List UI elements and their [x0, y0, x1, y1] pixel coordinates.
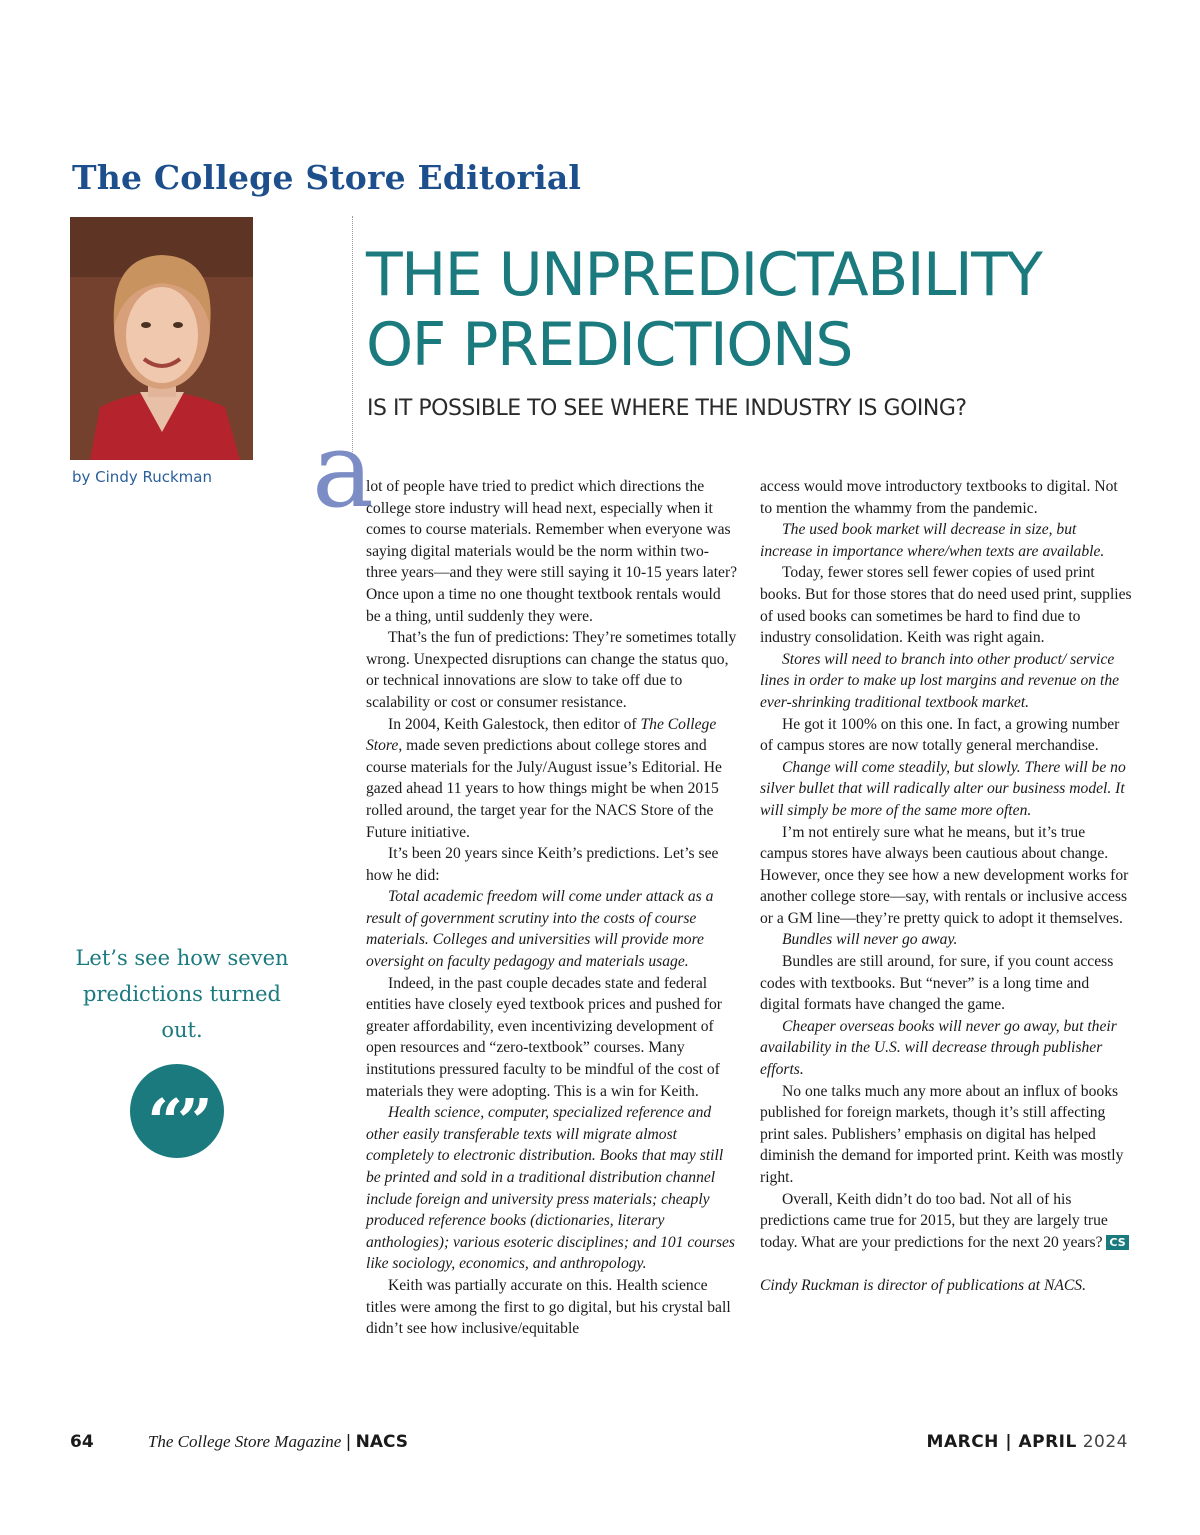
paragraph-text: , made seven predictions about college stores and course materials for the July/August issue’s Editorial. He gazed ahead 11 years to how things might be when 2015 rolled around, the target year for the NACS Store of the Future initiative. [366, 737, 722, 841]
footer-left [70, 1432, 408, 1452]
section-title: The College Store Editorial [72, 158, 582, 197]
paragraph: Bundles are still around, for sure, if you count access codes with textbooks. But “never” is a long time and digital formats have changed the game. [760, 953, 1114, 1014]
prediction-quote: The used book market will decrease in size, but increase in importance where/when texts are available. [760, 521, 1105, 560]
magazine-title: The College Store [366, 715, 717, 755]
drop-cap: a [312, 409, 375, 531]
prediction-quote: Total academic freedom will come under attack as a result of government scrutiny into the costs of course materials. Colleges and universities will provide more oversight on faculty pedagogy and materials usage. [366, 888, 714, 971]
paragraph: I’m not entirely sure what he means, but it’s true campus stores have always been cautious about change. However, once they see how a new development works for another college store—say, with rentals or inclusive access or a GM line—they’re pretty quick to adopt it themselves. [760, 823, 1129, 927]
end-mark-badge: CS [1106, 1235, 1128, 1250]
headline-line-1: THE UNPREDICTABILITY [366, 240, 1042, 310]
prediction-quote: Change will come steadily, but slowly. There will be no silver bullet that will radically alter our business model. It will simply be more of the same more often. [760, 758, 1126, 819]
issue-months: MARCH | APRIL [926, 1432, 1077, 1452]
pull-quote: Let’s see how seven predictions turned out. [75, 946, 289, 1042]
issue-year: 2024 [1082, 1432, 1128, 1452]
author-byline: by Cindy Ruckman [72, 468, 212, 486]
author-photo [70, 217, 253, 460]
paragraph: access would move introductory textbooks to digital. Not to mention the whammy from the pandemic. [760, 478, 1118, 517]
article-headline [366, 240, 1041, 380]
issue-date [927, 1432, 1128, 1452]
paragraph [366, 714, 738, 844]
paragraph: Indeed, in the past couple decades state and federal entities have closely eyed textbook prices and pushed for greater affordability, even incentivizing development of open resources and “zero-textbook” courses. Many institutions pressured faculty to be mindful of the cost of materials they were adopting. This is a win for Keith. [366, 974, 722, 1100]
paragraph: Today, fewer stores sell fewer copies of used print books. But for those stores that do need used print, supplies of used books can sometimes be hard to find due to industry consolidation. Keith was right again. [760, 564, 1132, 647]
page-number: 64 [70, 1432, 94, 1452]
footer-separator: | [345, 1432, 352, 1452]
prediction-quote: Bundles will never go away. [782, 931, 958, 949]
article-column-2 [760, 476, 1132, 1297]
magazine-name: The College Store Magazine [147, 1432, 342, 1451]
paragraph: It’s been 20 years since Keith’s predictions. Let’s see how he did: [366, 845, 719, 884]
prediction-quote: Stores will need to branch into other product/ service lines in order to make up lost margins and revenue on the ever-shrinking traditional textbook market. [760, 650, 1120, 711]
paragraph: No one talks much any more about an influx of books published for foreign markets, though it’s still affecting print sales. Publishers’ emphasis on digital has helped diminish the demand for imported print. Keith was mostly right. [760, 1082, 1124, 1186]
paragraph: lot of people have tried to predict which directions the college store industry will head next, especially when it comes to course materials. Remember when everyone was saying digital materials would be the norm within two-three years—and they were still saying it 10-15 years later? Once upon a time no one thought textbook rentals would be a thing, until suddenly they were. [366, 478, 738, 625]
author-signature: Cindy Ruckman is director of publications at NACS. [760, 1276, 1086, 1294]
prediction-quote: Health science, computer, specialized reference and other easily transferable texts will migrate almost completely to electronic distribution. Books that may still be printed and sold in a traditional distribution channel include foreign and university press materials; cheaply produced reference books (dictionaries, literary anthologies); various esoteric disciplines; and 101 courses like sociology, economics, and anthropology. [366, 1104, 736, 1273]
article-column-1 [366, 476, 738, 1340]
paragraph: He got it 100% on this one. In fact, a growing number of campus stores are now totally general merchandise. [760, 715, 1120, 755]
org-name: NACS [355, 1432, 409, 1452]
paragraph [760, 1189, 1132, 1254]
paragraph-text: In 2004, Keith Galestock, then editor of [388, 715, 641, 733]
prediction-quote: Cheaper overseas books will never go away, but their availability in the U.S. will decrease through publisher efforts. [760, 1017, 1117, 1079]
article-subheadline: IS IT POSSIBLE TO SEE WHERE THE INDUSTRY IS GOING? [367, 396, 967, 421]
paragraph: That’s the fun of predictions: They’re sometimes totally wrong. Unexpected disruptions can change the status quo, or technical innovations are slow to take off due to scalability or cost or consumer resistance. [366, 629, 737, 711]
quote-marks-icon: “” [130, 1064, 224, 1158]
headline-line-2: OF PREDICTIONS [366, 310, 852, 380]
paragraph: Keith was partially accurate on this. Health science titles were among the first to go digital, but his crystal ball didn’t see how inclusive/equitable [366, 1276, 731, 1338]
paragraph-text: Overall, Keith didn’t do too bad. Not all of his predictions came true for 2015, but they are largely true today. What are your predictions for the next 20 years? [760, 1190, 1108, 1251]
